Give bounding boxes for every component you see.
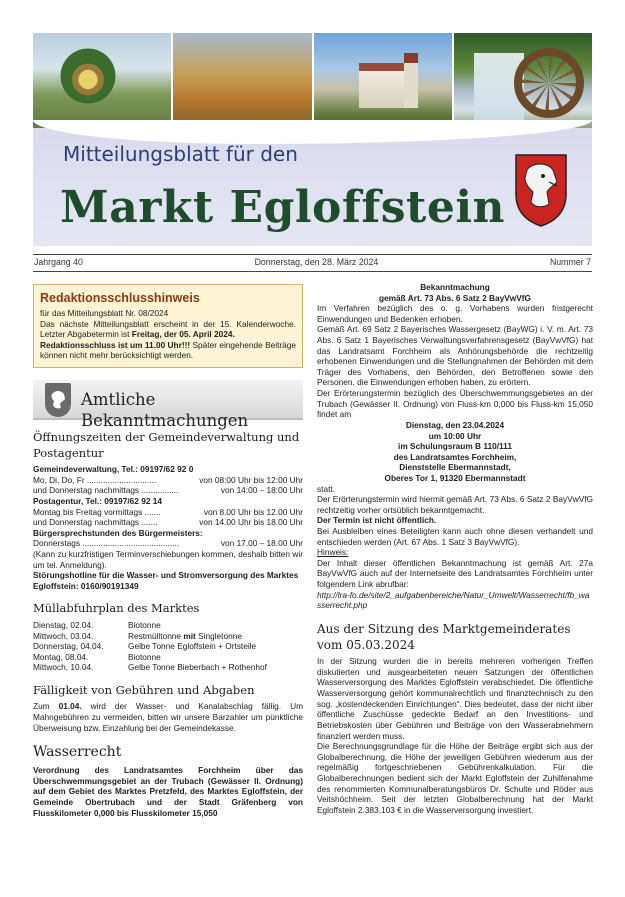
issue-number: Nummer 7 [549, 257, 591, 268]
notice-title: Redaktionsschlusshinweis [40, 291, 200, 305]
mayor-hours-row: Donnerstags .......................................... von 17.00 – 18.00 Uhr [33, 538, 303, 549]
utility-hotline: Störungshotline für die Wasser- und Stromversorgung des Marktes Egloffstein: 0160/90191349 [33, 570, 299, 591]
council-heading: Aus der Sitzung des Marktgemeinderates vom 05.03.2024 [317, 621, 571, 653]
post-agency-row-2: und Donnerstag nachmittags ....... von 14.00 Uhr bis 18.00 Uhr [33, 517, 303, 528]
shield-icon [45, 383, 71, 417]
announcement-p1: Im Verfahren bezüglich des o. g. Vorhabens wurden fristgerecht Einwendungen und Bedenken erhoben. [317, 303, 593, 324]
announcement-p6: Der Termin ist nicht öffentlich. [317, 515, 437, 526]
hearing-authority: des Landratsamtes Forchheim, [393, 451, 517, 462]
announcement-p8: Der Inhalt dieser öffentlichen Bekanntmachung ist gemäß Art. 27a BayVwVfG auch auf der Internetseite des Landratsamtes Forchheim unter folgendem Link abrufbar: [317, 557, 593, 590]
waste-day: Montag, 08.04. [33, 651, 89, 662]
announcement-p4: statt. [317, 483, 335, 494]
fees-text: Zum 01.04. wird der Wasser- und Kanalabschlag fällig. Um Mahngebühren zu vermeiden, bitten wir unsere Barzahler um pünktliche Überweisung bzw. Einzahlung bei der Gemeindekasse. [33, 701, 303, 733]
announcement-p7: Bei Ausbleiben eines Beteiligten kann auch ohne diesen verhandelt und entschieden werden (Art. 67 Abs. 1 Satz 3 BayVwVfG). [317, 526, 593, 547]
opening-hours-heading: Öffnungszeiten der Gemeindeverwaltung und Postagentur [33, 430, 300, 460]
banner-label: Amtliche Bekanntmachungen [81, 390, 249, 431]
hearing-address: Oberes Tor 1, 91320 Ebermannstadt [384, 472, 526, 483]
coat-of-arms-icon [513, 152, 569, 228]
waste-type: Gelbe Tonne Bieberbach + Rothenhof [128, 662, 267, 673]
town-hall-row-1: Mo, Di, Do, Fr .............................. von 08:00 Uhr bis 12:00 Uhr [33, 474, 303, 485]
hearing-room: im Schulungsraum B 110/111 [398, 441, 512, 452]
post-agency-row-1: Montag bis Freitag vormittags ....... von 8.00 Uhr bis 12.00 Uhr [33, 506, 303, 517]
volume-label: Jahrgang 40 [34, 257, 83, 268]
waste-schedule-heading: Müllabfuhrplan des Marktes [33, 601, 200, 616]
council-p2: Die Berechnungsgrundlage für die Höhe der Beiträge ergibt sich aus der Globalberechnung, die Höhe der jeweiligen Gebühren wiederum aus der regelmäßig fortgeschriebenen Gebührenkalkulation. Für die Globalberechnungen bedient sich der Markt Egloffstein der Zuhilfenahme des renommierten Kommunalberatungsbüros Dr. Schulte und Röder aus Veitshöchheim. Seit der letzten Globalberechnung hat der Markt Egloffstein 2.383.103 € in die Wasserversorgung investiert. [317, 741, 593, 815]
waste-day: Mittwoch, 10.04. [33, 662, 94, 673]
water-law-heading: Wasserrecht [33, 744, 122, 761]
waste-type: Gelbe Tonne Egloffstein + Ortsteile [128, 641, 257, 652]
right-column [317, 282, 593, 815]
waste-day: Dienstag, 02.04. [33, 619, 94, 630]
deadline-notice-box [33, 284, 303, 368]
waste-schedule-table [33, 620, 303, 673]
waste-type: Restmülltonne mit Singletonne [128, 630, 242, 641]
mayor-hours-note: (Kann zu kurzfristigen Terminverschiebungen kommen, deshalb bitten wir um tel. Anmeldung). [33, 548, 303, 570]
announcement-p3: Der Erörterungstermin bezüglich des Überschwemmungsgebietes an der Trubach (Gewässer II. Ordnung) von Fluss-km 0,000 bis Fluss-km 15,050 findet am [317, 388, 593, 420]
hearing-date: Dienstag, den 23.04.2024 [405, 419, 505, 430]
announcement-subtitle: gemäß Art. 73 Abs. 6 Satz 2 BayVwVfG [378, 292, 531, 303]
hint-label: Hinweis: [317, 547, 349, 558]
masthead-title: Markt Egloffstein [60, 182, 506, 233]
town-hall-title: Gemeindeverwaltung, Tel.: 09197/62 92 0 [33, 464, 194, 475]
notice-line-3: Redaktionsschluss ist um 11.00 Uhr!!! Später eingehende Beiträge können nicht mehr berücksichtigt werden. [40, 339, 296, 361]
issue-info-bar [33, 254, 592, 272]
notice-line-1: für das Mitteilungsblatt Nr. 08/2024 [40, 308, 169, 318]
council-p1: In der Sitzung wurden die in bereits mehreren vorherigen Treffen diskutierten und ausgearbeiteten neuen Satzungen der öffentlichen Wasserversorgung des Marktes Egloffstein verabschiedet. Die öffentliche Wasserversorgung gehört kommunalrechtlich und finanztechnisch zu den sog. „kostendeckenden Einrichtungen“. Dies bedeutet, dass der nicht über öffentliche Zuschüsse gedeckte Bedarf an den Investitions- und Betriebskosten über Gebühren und Beiträge von den Wasserabnehmern finanziert werden muss. [317, 656, 593, 741]
hearing-time: um 10:00 Uhr [428, 430, 482, 441]
waste-type: Biotonne [128, 619, 161, 630]
hearing-office: Dienststelle Ebermannstadt, [399, 462, 511, 473]
masthead-subtitle: Mitteilungsblatt für den [63, 142, 298, 166]
announcement-title: Bekanntmachung [420, 282, 490, 292]
announcement-p2: Gemäß Art. 69 Satz 2 Bayerisches Wassergesetz (BayWG) i. V. m. Art. 73 Abs. 6 Satz 1 Bayerisches Verwaltungsverfahrensgesetz (BayVwVfG) hat das Landratsamt Forchheim als Anhörungsbehörde die rechtzeitig erhobenen Einwendungen und die Stellungnahmen der Behörden mit dem Träger des Vorhabens, den Behörden, den Betroffenen sowie den Personen, die Einwendungen erhoben haben, zu erörtern. [317, 324, 593, 388]
waste-type: Biotonne [128, 651, 161, 662]
issue-date: Donnerstag, den 28. März 2024 [254, 257, 379, 268]
mayor-hours-title: Bürgersprechstunden des Bürgermeisters: [33, 527, 203, 538]
left-column [33, 284, 303, 818]
announcement-link[interactable]: http://lra-fo.de/site/2_aufgabenbereiche/Natur_Umwelt/Wasserrecht/fb_wasserrecht.php [317, 589, 590, 611]
town-hall-row-2: und Donnerstag nachmittags ................ von 14:00 – 18:00 Uhr [33, 485, 303, 496]
waste-day: Donnerstag, 04.04. [33, 641, 104, 652]
notice-line-2: Das nächste Mitteilungsblatt erscheint in der 15. Kalenderwoche. Letzter Abgabetermin ist Freitag, der 05. April 2024. [40, 318, 296, 340]
waste-day: Mittwoch, 03.04. [33, 630, 94, 641]
fees-heading: Fälligkeit von Gebühren und Abgaben [33, 682, 255, 697]
official-announcements-banner [33, 380, 303, 431]
water-law-text: Verordnung des Landratsamtes Forchheim über das Überschwemmungsgebiet an der Trubach (Gewässer II. Ordnung) auf dem Gebiet des Marktes Pretzfeld, des Marktes Egloffstein, der Gemeinde Obertrubach und der Stadt Gräfenberg von Flusskilometer 0,000 bis Flusskilometer 15,050 [33, 765, 303, 818]
announcement-p5: Der Erörterungstermin wird hiermit gemäß Art. 73 Abs. 6 Satz 2 BayVwVfG rechtzeitig vorher ortsüblich bekanntgemacht. [317, 494, 593, 515]
post-agency-title: Postagentur, Tel.: 09197/62 92 14 [33, 495, 162, 506]
